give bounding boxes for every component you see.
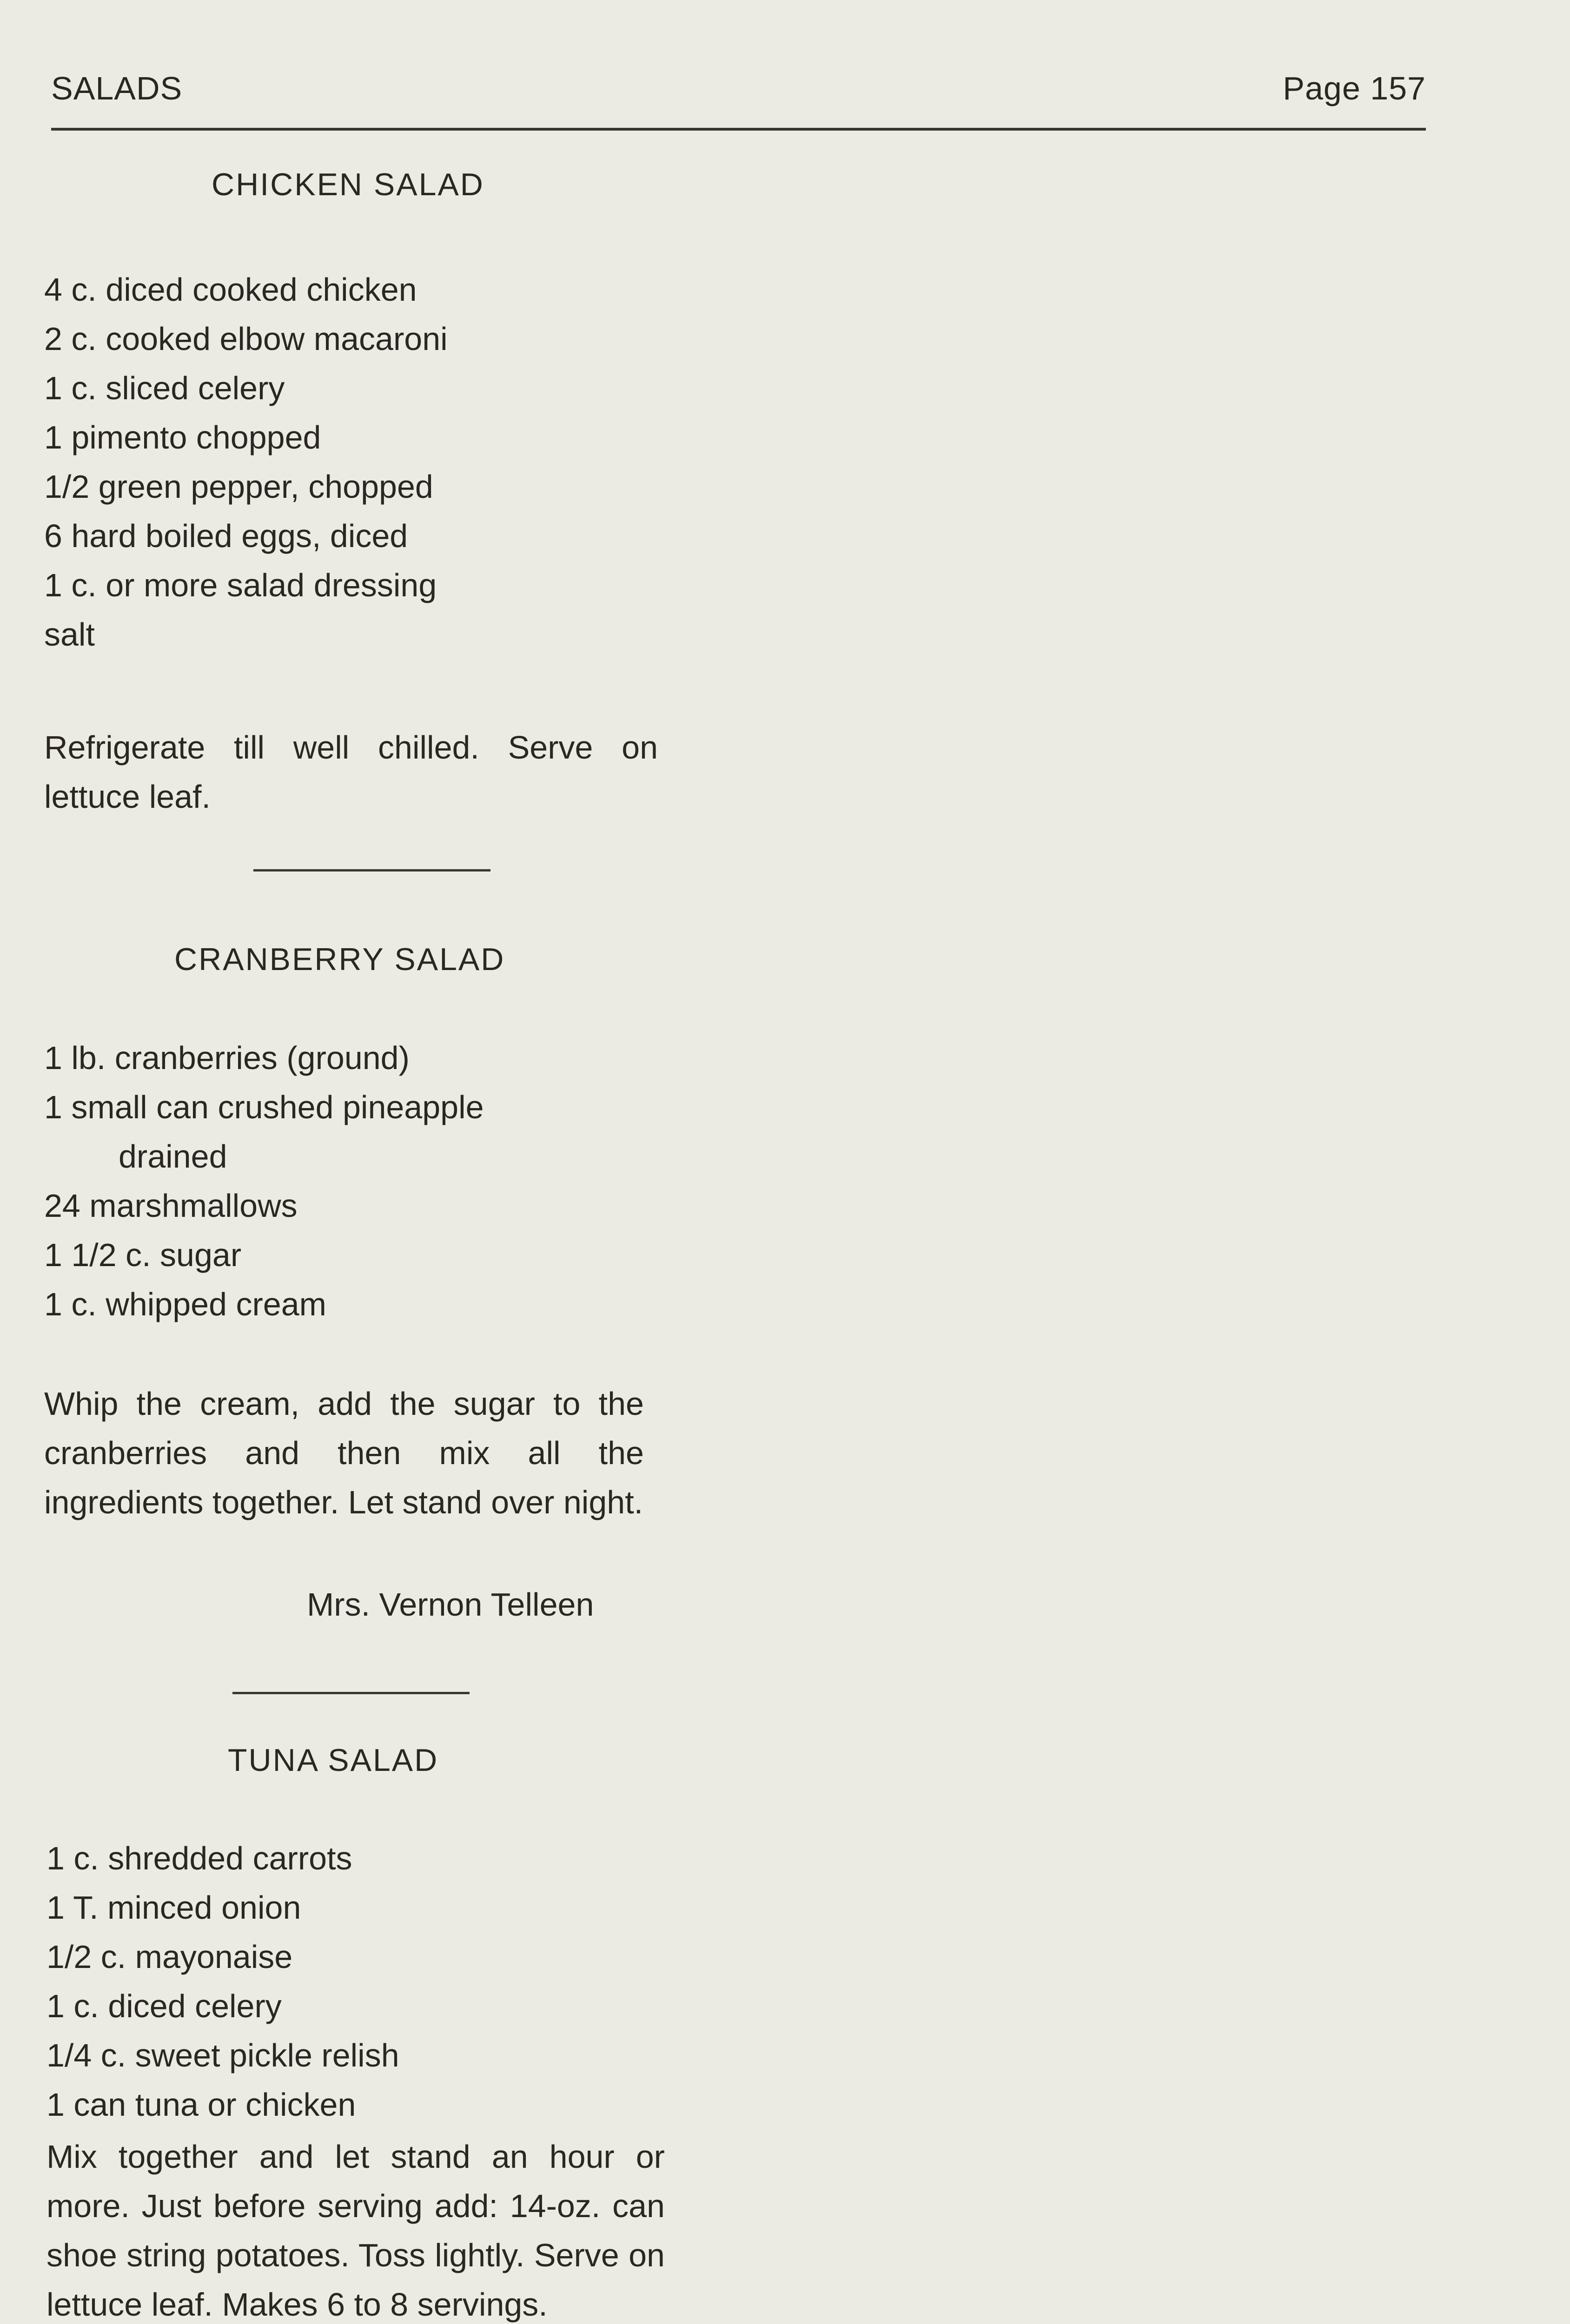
ingredient-line: salt xyxy=(44,616,95,653)
ingredient-line: 1 c. diced celery xyxy=(46,1988,282,2024)
recipe-title: CRANBERRY SALAD xyxy=(174,942,505,977)
ingredient-line: 1 T. minced onion xyxy=(46,1889,301,1926)
ingredient-line: 2 c. cooked elbow macaroni xyxy=(44,321,448,357)
ingredient-line: 1 1/2 c. sugar xyxy=(44,1237,242,1273)
ingredient-line: 1/2 green pepper, chopped xyxy=(44,469,433,505)
ingredient-list xyxy=(44,1033,484,1329)
ingredient-line: 1 c. sliced celery xyxy=(44,370,285,406)
ingredient-line: 1 c. shredded carrots xyxy=(46,1840,352,1876)
header-rule xyxy=(51,128,1426,131)
running-header xyxy=(51,60,1426,116)
recipe-directions: Mix together and let stand an hour or more. Just before serving add: 14-oz. can shoe string potatoes. Toss lightly. Serve on lettuce leaf. Makes 6 to 8 servings. xyxy=(46,2139,665,2323)
recipe-title: TUNA SALAD xyxy=(228,1743,439,1778)
recipe-author: Mrs. Vernon Telleen xyxy=(307,1586,594,1623)
ingredient-line: 1 c. whipped cream xyxy=(44,1286,326,1322)
ingredient-line: 4 c. diced cooked chicken xyxy=(44,271,417,308)
recipe-separator xyxy=(232,1692,470,1694)
recipe-directions: Refrigerate till well chilled. Serve on lettuce leaf. xyxy=(44,729,658,815)
page-number: Page 157 xyxy=(1283,70,1426,106)
ingredient-list xyxy=(46,1834,399,2129)
ingredient-line: 1 small can crushed pineapple xyxy=(44,1089,484,1125)
recipe-directions: Whip the cream, add the sugar to the cranberries and then mix all the ingredients together. Let stand over night. xyxy=(44,1386,644,1520)
ingredient-line: drained xyxy=(119,1138,227,1175)
ingredient-line: 6 hard boiled eggs, diced xyxy=(44,518,408,554)
section-title: SALADS xyxy=(51,70,183,106)
ingredient-line: 1/2 c. mayonaise xyxy=(46,1939,293,1975)
ingredient-line: 1 lb. cranberries (ground) xyxy=(44,1040,410,1076)
ingredient-line: 1 pimento chopped xyxy=(44,419,321,456)
ingredient-list xyxy=(44,265,448,659)
ingredient-line: 1 c. or more salad dressing xyxy=(44,567,437,603)
recipe-separator xyxy=(253,869,490,872)
ingredient-line: 1 can tuna or chicken xyxy=(46,2086,356,2123)
ingredient-line: 24 marshmallows xyxy=(44,1188,298,1224)
recipe-title: CHICKEN SALAD xyxy=(212,167,484,202)
ingredient-line: 1/4 c. sweet pickle relish xyxy=(46,2037,399,2073)
